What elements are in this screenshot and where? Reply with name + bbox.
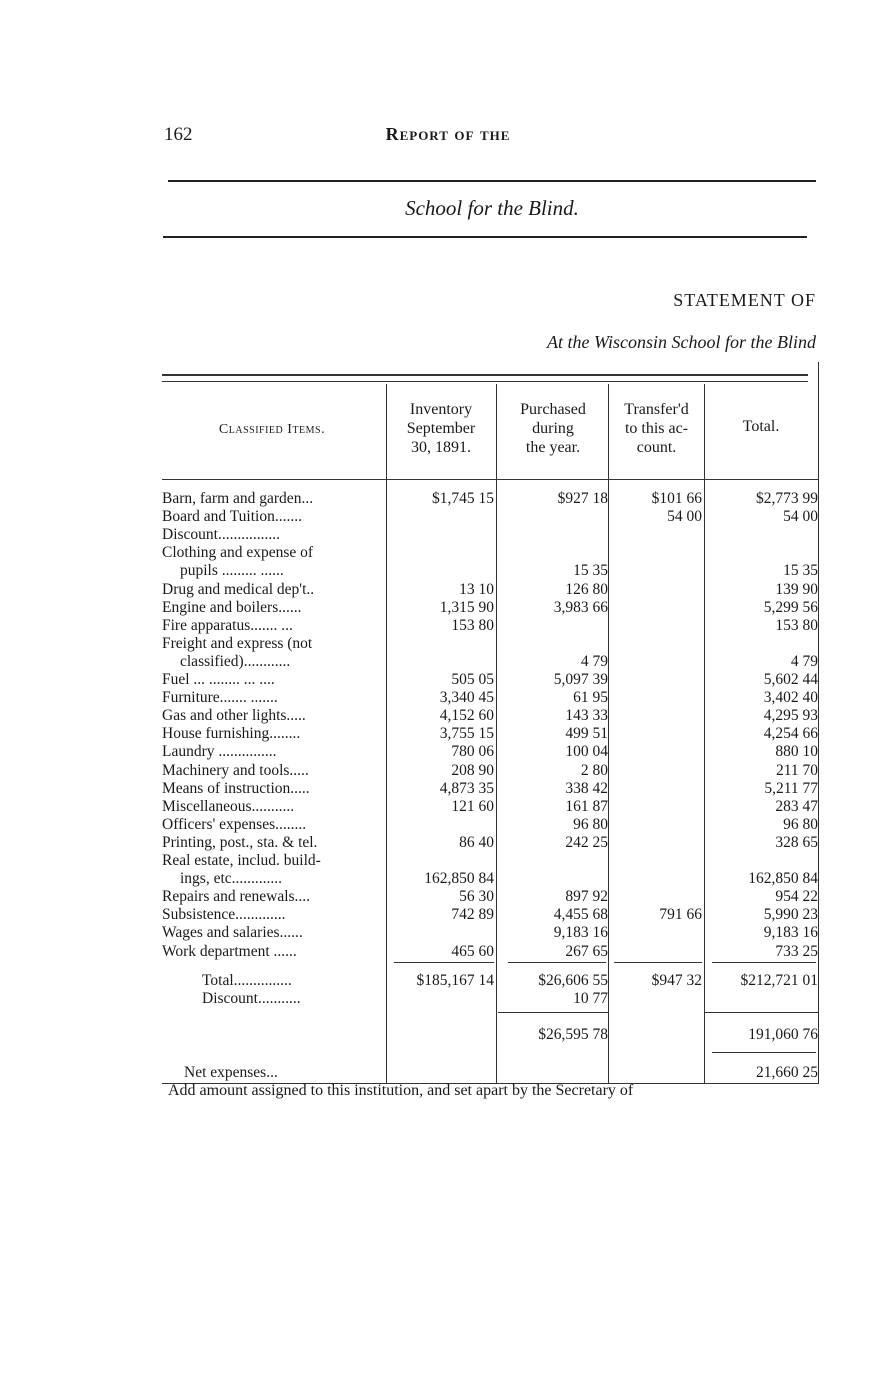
total-rule-inv — [394, 962, 494, 963]
purchased-cell: 4 79 — [580, 652, 608, 670]
inventory-cell: 208 90 — [451, 761, 494, 779]
net-rule-2 — [712, 1052, 816, 1053]
inventory-cell: 505 05 — [451, 671, 494, 688]
total-cell: 153 80 — [775, 616, 818, 634]
table-row — [162, 852, 820, 870]
table-row — [162, 599, 820, 617]
inventory-cell: 465 60 — [451, 942, 494, 960]
total-cell: 4,254 66 — [763, 725, 818, 743]
statement-table — [162, 372, 820, 1084]
inventory-header: Inventory September 30, 1891. — [406, 401, 476, 456]
transferred-cell: $101 66 — [651, 490, 702, 507]
row-label: Machinery and tools..... — [162, 761, 309, 779]
statement-subtitle: At the Wisconsin School for the Blind — [547, 332, 816, 352]
discount-label: Discount........... — [202, 990, 301, 1007]
footer-text: Add amount assigned to this institution, and set apart by the Secretary of — [168, 1082, 634, 1099]
row-label: Gas and other lights..... — [162, 707, 306, 725]
table-row — [162, 508, 820, 526]
purchased-cell: 4,455 68 — [553, 906, 608, 924]
table-row — [162, 743, 820, 761]
total-cell: 5,211 77 — [764, 779, 818, 797]
table-row — [162, 798, 820, 816]
total-transferred: $947 32 — [651, 972, 702, 989]
inventory-cell: $1,745 15 — [432, 490, 494, 507]
table-row — [162, 562, 820, 580]
purchased-cell: 15 35 — [573, 562, 608, 580]
table-row — [162, 617, 820, 635]
net-rule-tot — [704, 1012, 818, 1013]
net-subtotal-row — [162, 1026, 820, 1044]
row-label: House furnishing........ — [162, 725, 301, 743]
total-total: $212,721 01 — [740, 972, 818, 989]
net-rule-pur — [498, 1012, 608, 1013]
inventory-cell: 780 06 — [451, 743, 494, 761]
purchased-cell: 267 65 — [565, 942, 608, 960]
row-label: Printing, post., sta. & tel. — [162, 833, 318, 851]
page-number: 162 — [164, 124, 193, 145]
total-cell: 880 10 — [775, 743, 818, 761]
inventory-cell: 4,152 60 — [439, 707, 494, 725]
row-label: Officers' expenses........ — [162, 815, 307, 833]
total-cell: 954 22 — [775, 888, 818, 906]
purchased-cell: 5,097 39 — [553, 671, 608, 688]
total-cell: 96 80 — [783, 815, 818, 833]
net-expenses-label: Net expenses... — [184, 1064, 278, 1081]
table-row — [162, 689, 820, 707]
statement-title: STATEMENT OF — [673, 290, 816, 310]
total-cell: 4 79 — [790, 652, 818, 670]
row-label: Furniture....... ....... — [162, 689, 278, 707]
table-top-rule — [162, 374, 808, 376]
total-header: Total. — [742, 418, 780, 435]
row-label: classified)............ — [180, 652, 291, 670]
row-label: ings, etc............. — [180, 870, 283, 888]
purchased-cell: 100 04 — [565, 743, 608, 761]
total-cell: 283 47 — [775, 797, 818, 815]
inventory-cell: 3,340 45 — [439, 689, 494, 707]
row-label: Fire apparatus....... ... — [162, 616, 293, 634]
table-row — [162, 870, 820, 888]
total-cell: 162,850 84 — [748, 870, 818, 888]
total-cell: 139 90 — [775, 580, 818, 598]
inventory-cell: 121 60 — [451, 797, 494, 815]
purchased-cell: 61 95 — [573, 689, 608, 707]
row-label: Board and Tuition....... — [162, 508, 302, 526]
table-row — [162, 635, 820, 653]
purchased-cell: 96 80 — [573, 815, 608, 833]
net-expenses-row — [162, 1064, 820, 1082]
total-rule-tra — [614, 962, 702, 963]
inventory-cell: 162,850 84 — [424, 870, 494, 888]
row-label: Work department ...... — [162, 942, 297, 960]
table-row — [162, 526, 820, 544]
inventory-cell: 3,755 15 — [439, 725, 494, 743]
row-label: Freight and express (not — [162, 634, 313, 652]
top-rule — [168, 180, 816, 182]
table-row — [162, 725, 820, 743]
total-purchased: $26,606 55 — [538, 972, 608, 989]
header-bottom-rule — [162, 479, 818, 480]
purchased-cell: 3,983 66 — [553, 598, 608, 616]
total-cell: 5,602 44 — [763, 671, 818, 688]
table-row — [162, 671, 820, 689]
inventory-cell: 86 40 — [459, 833, 494, 851]
total-row — [162, 972, 820, 990]
inventory-cell: 742 89 — [451, 906, 494, 924]
table-row — [162, 653, 820, 671]
classified-items-header: Classified Items. — [218, 422, 326, 437]
total-cell: 211 70 — [775, 761, 818, 779]
row-label: Drug and medical dep't.. — [162, 580, 315, 598]
row-label: Subsistence............. — [162, 906, 286, 924]
row-label: Wages and salaries...... — [162, 924, 303, 942]
purchased-cell: 126 80 — [565, 580, 608, 598]
purchased-cell: 2 80 — [580, 761, 608, 779]
section-title: School for the Blind. — [405, 196, 579, 220]
table-row — [162, 490, 820, 508]
total-cell: 328 65 — [775, 833, 818, 851]
inventory-cell: 4,873 35 — [439, 779, 494, 797]
row-label: pupils ......... ...... — [180, 562, 284, 580]
inventory-cell: 153 80 — [451, 616, 494, 634]
total-cell: 5,299 56 — [763, 598, 818, 616]
total-cell: $2,773 99 — [756, 490, 818, 507]
row-label: Clothing and expense of — [162, 544, 314, 562]
total-cell: 733 25 — [775, 942, 818, 960]
purchased-cell: 338 42 — [565, 779, 608, 797]
table-top-rule-2 — [162, 381, 808, 382]
table-row — [162, 816, 820, 834]
discount-purchased: 10 77 — [573, 990, 608, 1007]
total-rule-pur — [508, 962, 606, 963]
table-row — [162, 888, 820, 906]
total-cell: 3,402 40 — [763, 689, 818, 707]
row-label: Means of instruction..... — [162, 779, 310, 797]
purchased-header: Purchased during the year. — [520, 401, 586, 456]
inventory-cell: 13 10 — [459, 580, 494, 598]
inventory-cell: 1,315 90 — [439, 598, 494, 616]
total-cell: 9,183 16 — [763, 924, 818, 942]
purchased-cell: 161 87 — [565, 797, 608, 815]
transferred-cell: 54 00 — [667, 508, 702, 526]
section-rule — [163, 236, 807, 238]
transferred-cell: 791 66 — [659, 906, 702, 924]
table-row — [162, 780, 820, 798]
discount-row — [162, 990, 820, 1008]
total-cell: 5,990 23 — [763, 906, 818, 924]
purchased-cell: 9,183 16 — [553, 924, 608, 942]
purchased-cell: 143 33 — [565, 707, 608, 725]
net-purchased: $26,595 78 — [538, 1026, 608, 1043]
table-row — [162, 834, 820, 852]
total-cell: 4,295 93 — [763, 707, 818, 725]
purchased-cell: 242 25 — [565, 833, 608, 851]
total-cell: 54 00 — [783, 508, 818, 526]
row-label: Miscellaneous........... — [162, 797, 295, 815]
row-label: Laundry ............... — [162, 743, 277, 761]
running-head: Report of the — [385, 124, 511, 144]
table-row — [162, 707, 820, 725]
total-label: Total............... — [202, 972, 292, 989]
table-row — [162, 762, 820, 780]
total-inventory: $185,167 14 — [416, 972, 494, 989]
row-label: Real estate, includ. build- — [162, 852, 321, 869]
transferred-header: Transfer'd to this ac- count. — [624, 401, 689, 456]
purchased-cell: 499 51 — [565, 725, 608, 743]
net-expenses-value: 21,660 25 — [756, 1064, 818, 1081]
net-total: 191,060 76 — [748, 1026, 818, 1043]
total-cell: 15 35 — [783, 562, 818, 580]
table-row — [162, 943, 820, 961]
row-label: Fuel ... ........ ... .... — [162, 671, 275, 688]
row-label: Engine and boilers...... — [162, 598, 302, 616]
purchased-cell: $927 18 — [557, 490, 608, 507]
purchased-cell: 897 92 — [565, 888, 608, 906]
table-row — [162, 581, 820, 599]
table-row — [162, 906, 820, 924]
total-rule-tot — [712, 962, 816, 963]
table-row — [162, 544, 820, 562]
inventory-cell: 56 30 — [459, 888, 494, 906]
table-row — [162, 924, 820, 942]
row-label: Barn, farm and garden... — [162, 490, 314, 507]
row-label: Discount................ — [162, 526, 280, 544]
row-label: Repairs and renewals.... — [162, 888, 311, 906]
